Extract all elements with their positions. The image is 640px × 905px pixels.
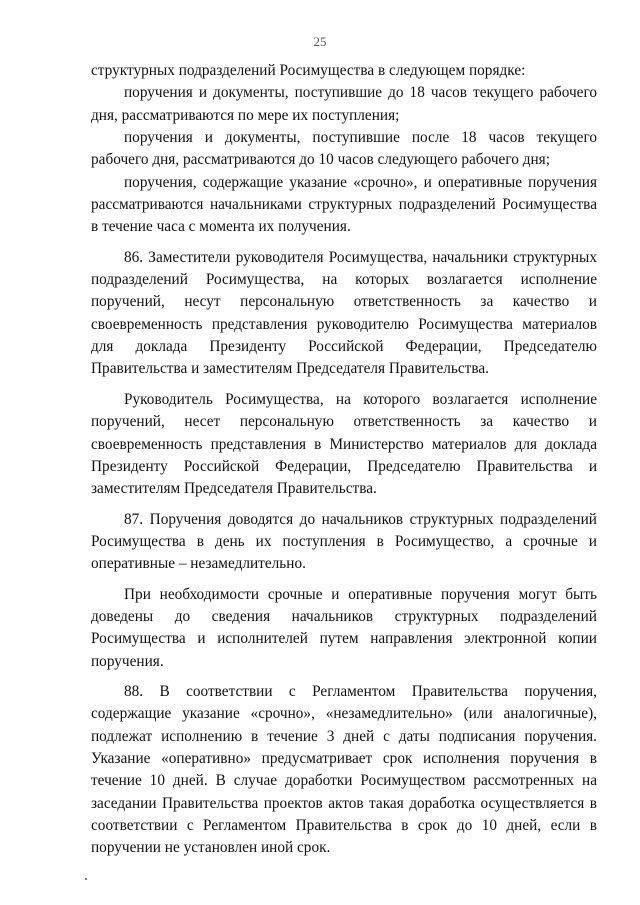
paragraph-intro: структурных подразделений Росимущества в следующем порядке: bbox=[91, 62, 526, 79]
paragraph-head-responsibility: Руководитель Росимущества, на которого возлагается исполнение поручений, несет персональную ответственность за качество и своевременность представления в Министерство материалов для доклада Президенту Российской Федерации, Председателю Правительства и заместителям Председателя Правительства. bbox=[91, 390, 597, 498]
document-body bbox=[91, 60, 597, 860]
scan-speck bbox=[85, 878, 87, 880]
paragraph-86: 86. Заместители руководителя Росимущества, начальники структурных подразделений Росимущества, на которых возлагается исполнение поручений, несут персональную ответственность за качество и своевременность представления руководителю Росимущества материалов для доклада Президенту Российской Федерации, Председателю Правительства и заместителям Председателя Правительства. bbox=[91, 248, 597, 378]
paragraph-87: 87. Поручения доводятся до начальников структурных подразделений Росимущества в день их поступления в Росимущество, а срочные и оперативные – незамедлительно. bbox=[91, 510, 597, 573]
page-number: 25 bbox=[313, 34, 327, 49]
paragraph-before-18: поручения и документы, поступившие до 18 часов текущего рабочего дня, рассматриваются по мере их поступления; bbox=[91, 84, 597, 124]
paragraph-electronic-copy: При необходимости срочные и оперативные поручения могут быть доведены до сведения начальников структурных подразделений Росимущества и исполнителей путем направления электронной копии поручения. bbox=[91, 585, 597, 670]
paragraph-88: 88. В соответствии с Регламентом Правительства поручения, содержащие указание «срочно», «незамедлительно» (или аналогичные), подлежат исполнению в течение 3 дней с даты подписания поручения. Указание «оперативно» предусматривает срок исполнения поручения в течение 10 дней. В случае доработки Росимуществом рассмотренных на заседании Правительства проектов актов такая доработка осуществляется в соответствии с Регламентом Правительства в срок до 10 дней, если в поручении не установлен иной срок. bbox=[91, 682, 597, 857]
paragraph-urgent: поручения, содержащие указание «срочно», и оперативные поручения рассматриваются начальниками структурных подразделений Росимущества в течение часа с момента их получения. bbox=[91, 173, 597, 236]
paragraph-after-18: поручения и документы, поступившие после 18 часов текущего рабочего дня, рассматриваются до 10 часов следующего рабочего дня; bbox=[91, 129, 597, 169]
